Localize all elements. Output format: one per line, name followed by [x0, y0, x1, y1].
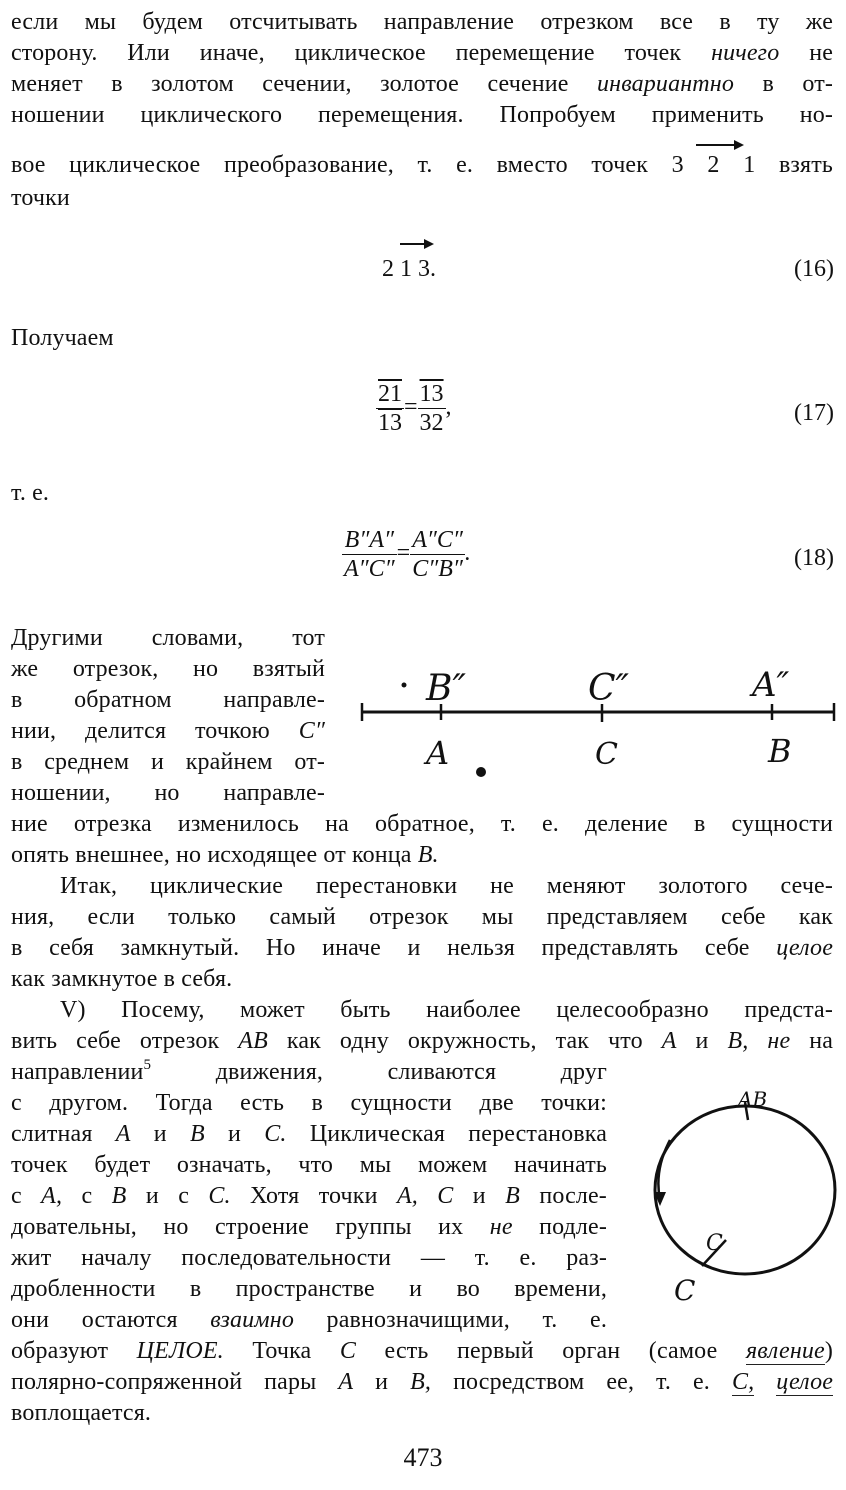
text-line: точек будет означать, что мы можем начинать	[11, 1152, 607, 1178]
text-line: в обратном направле-	[11, 687, 325, 713]
text-line: Итак, циклические перестановки не меняют золотого сече-	[60, 873, 833, 899]
segment-figure	[340, 630, 846, 790]
text-line: вое циклическое преобразование, т. е. вместо точек 3 2 1 взять	[11, 152, 833, 178]
label-A: A	[426, 734, 450, 772]
text-line: опять внешнее, но исходящее от конца B.	[11, 842, 439, 868]
text-line: в себя замкнутый. Но иначе и нельзя представлять себе целое	[11, 935, 833, 961]
text-line: в среднем и крайнем от-	[11, 749, 325, 775]
equation-number: (16)	[794, 256, 834, 282]
text-line: с другом. Тогда есть в сущности две точки:	[11, 1090, 607, 1116]
text-line: нии, делится точкою C″	[11, 718, 326, 744]
text-line: с A, с B и с C. Хотя точки A, C и B после-	[11, 1183, 607, 1209]
text-line: они остаются взаимно равнозначищими, т. е.	[11, 1307, 607, 1333]
label-AB: AB	[738, 1087, 768, 1111]
dot-mark	[402, 683, 407, 688]
text-line: дробленности в пространстве и во времени,	[11, 1276, 607, 1302]
page-number: 473	[403, 1443, 443, 1472]
text-line: V) Посему, может быть наиболее целесообразно предста-	[60, 997, 833, 1023]
text-line: воплощается.	[11, 1400, 152, 1426]
label-B2: B″	[426, 668, 466, 709]
text-line: направлении$^5$ движения, сливаются друг	[11, 1057, 607, 1085]
text-line: ношении циклического перемещения. Попробуем применить но-	[11, 102, 833, 128]
text-line: точки	[11, 185, 70, 211]
text-line: ние отрезка изменилось на обратное, т. е. деление в сущности	[11, 811, 833, 837]
text-line: слитная A и B и C. Циклическая перестановка	[11, 1121, 608, 1147]
label-C: C	[595, 737, 618, 772]
text-line: т. е.	[11, 480, 50, 506]
text-line: Другими словами, тот	[11, 625, 325, 651]
label-C-inner: C	[706, 1231, 723, 1256]
text-line: ношении, но направле-	[11, 780, 325, 806]
label-A2: A″	[752, 665, 790, 705]
label-C: C	[674, 1274, 696, 1307]
equation-number: (18)	[794, 545, 834, 571]
equation-16: 2 1 3.	[382, 256, 436, 282]
arrow-over-digit: 2	[707, 152, 720, 178]
text-line: вить себе отрезок AB как одну окружность, так что A и B, не на	[11, 1028, 834, 1054]
label-C2: C″	[588, 668, 629, 709]
text-line: же отрезок, но взятый	[11, 656, 325, 682]
text-line: если мы будем отсчитывать направление отрезком все в ту же	[11, 9, 833, 35]
label-B: B	[768, 732, 792, 770]
text-line: Получаем	[11, 325, 114, 351]
equation-number: (17)	[794, 400, 834, 426]
text-line: довательны, но строение группы их не подле-	[11, 1214, 607, 1240]
text-line: меняет в золотом сечении, золотое сечение инвариантно в от-	[11, 71, 833, 97]
circle-figure	[630, 1080, 840, 1310]
text-line: сторону. Или иначе, циклическое перемещение точек ничего не	[11, 40, 833, 66]
equation-17: $\frac{21}{13}$ = $\frac{13}{32}$ ,	[378, 381, 452, 436]
equation-18: $\frac{B''A''}{A''C''}$ = $\frac{A''C''}{C''B''}$ .	[344, 527, 471, 582]
text-line: ния, если только самый отрезок мы представляем себе как	[11, 904, 833, 930]
text-line: полярно-сопряженной пары A и B, посредством ее, т. е. C, целое	[11, 1369, 834, 1395]
text-line: как замкнутое в себя.	[11, 966, 233, 992]
text-line: образуют ЦЕЛОЕ. Точка C есть первый орган (самое явление)	[11, 1338, 833, 1364]
text-line: жит началу последовательности — т. е. раз-	[11, 1245, 607, 1271]
dot-mark	[476, 767, 486, 777]
